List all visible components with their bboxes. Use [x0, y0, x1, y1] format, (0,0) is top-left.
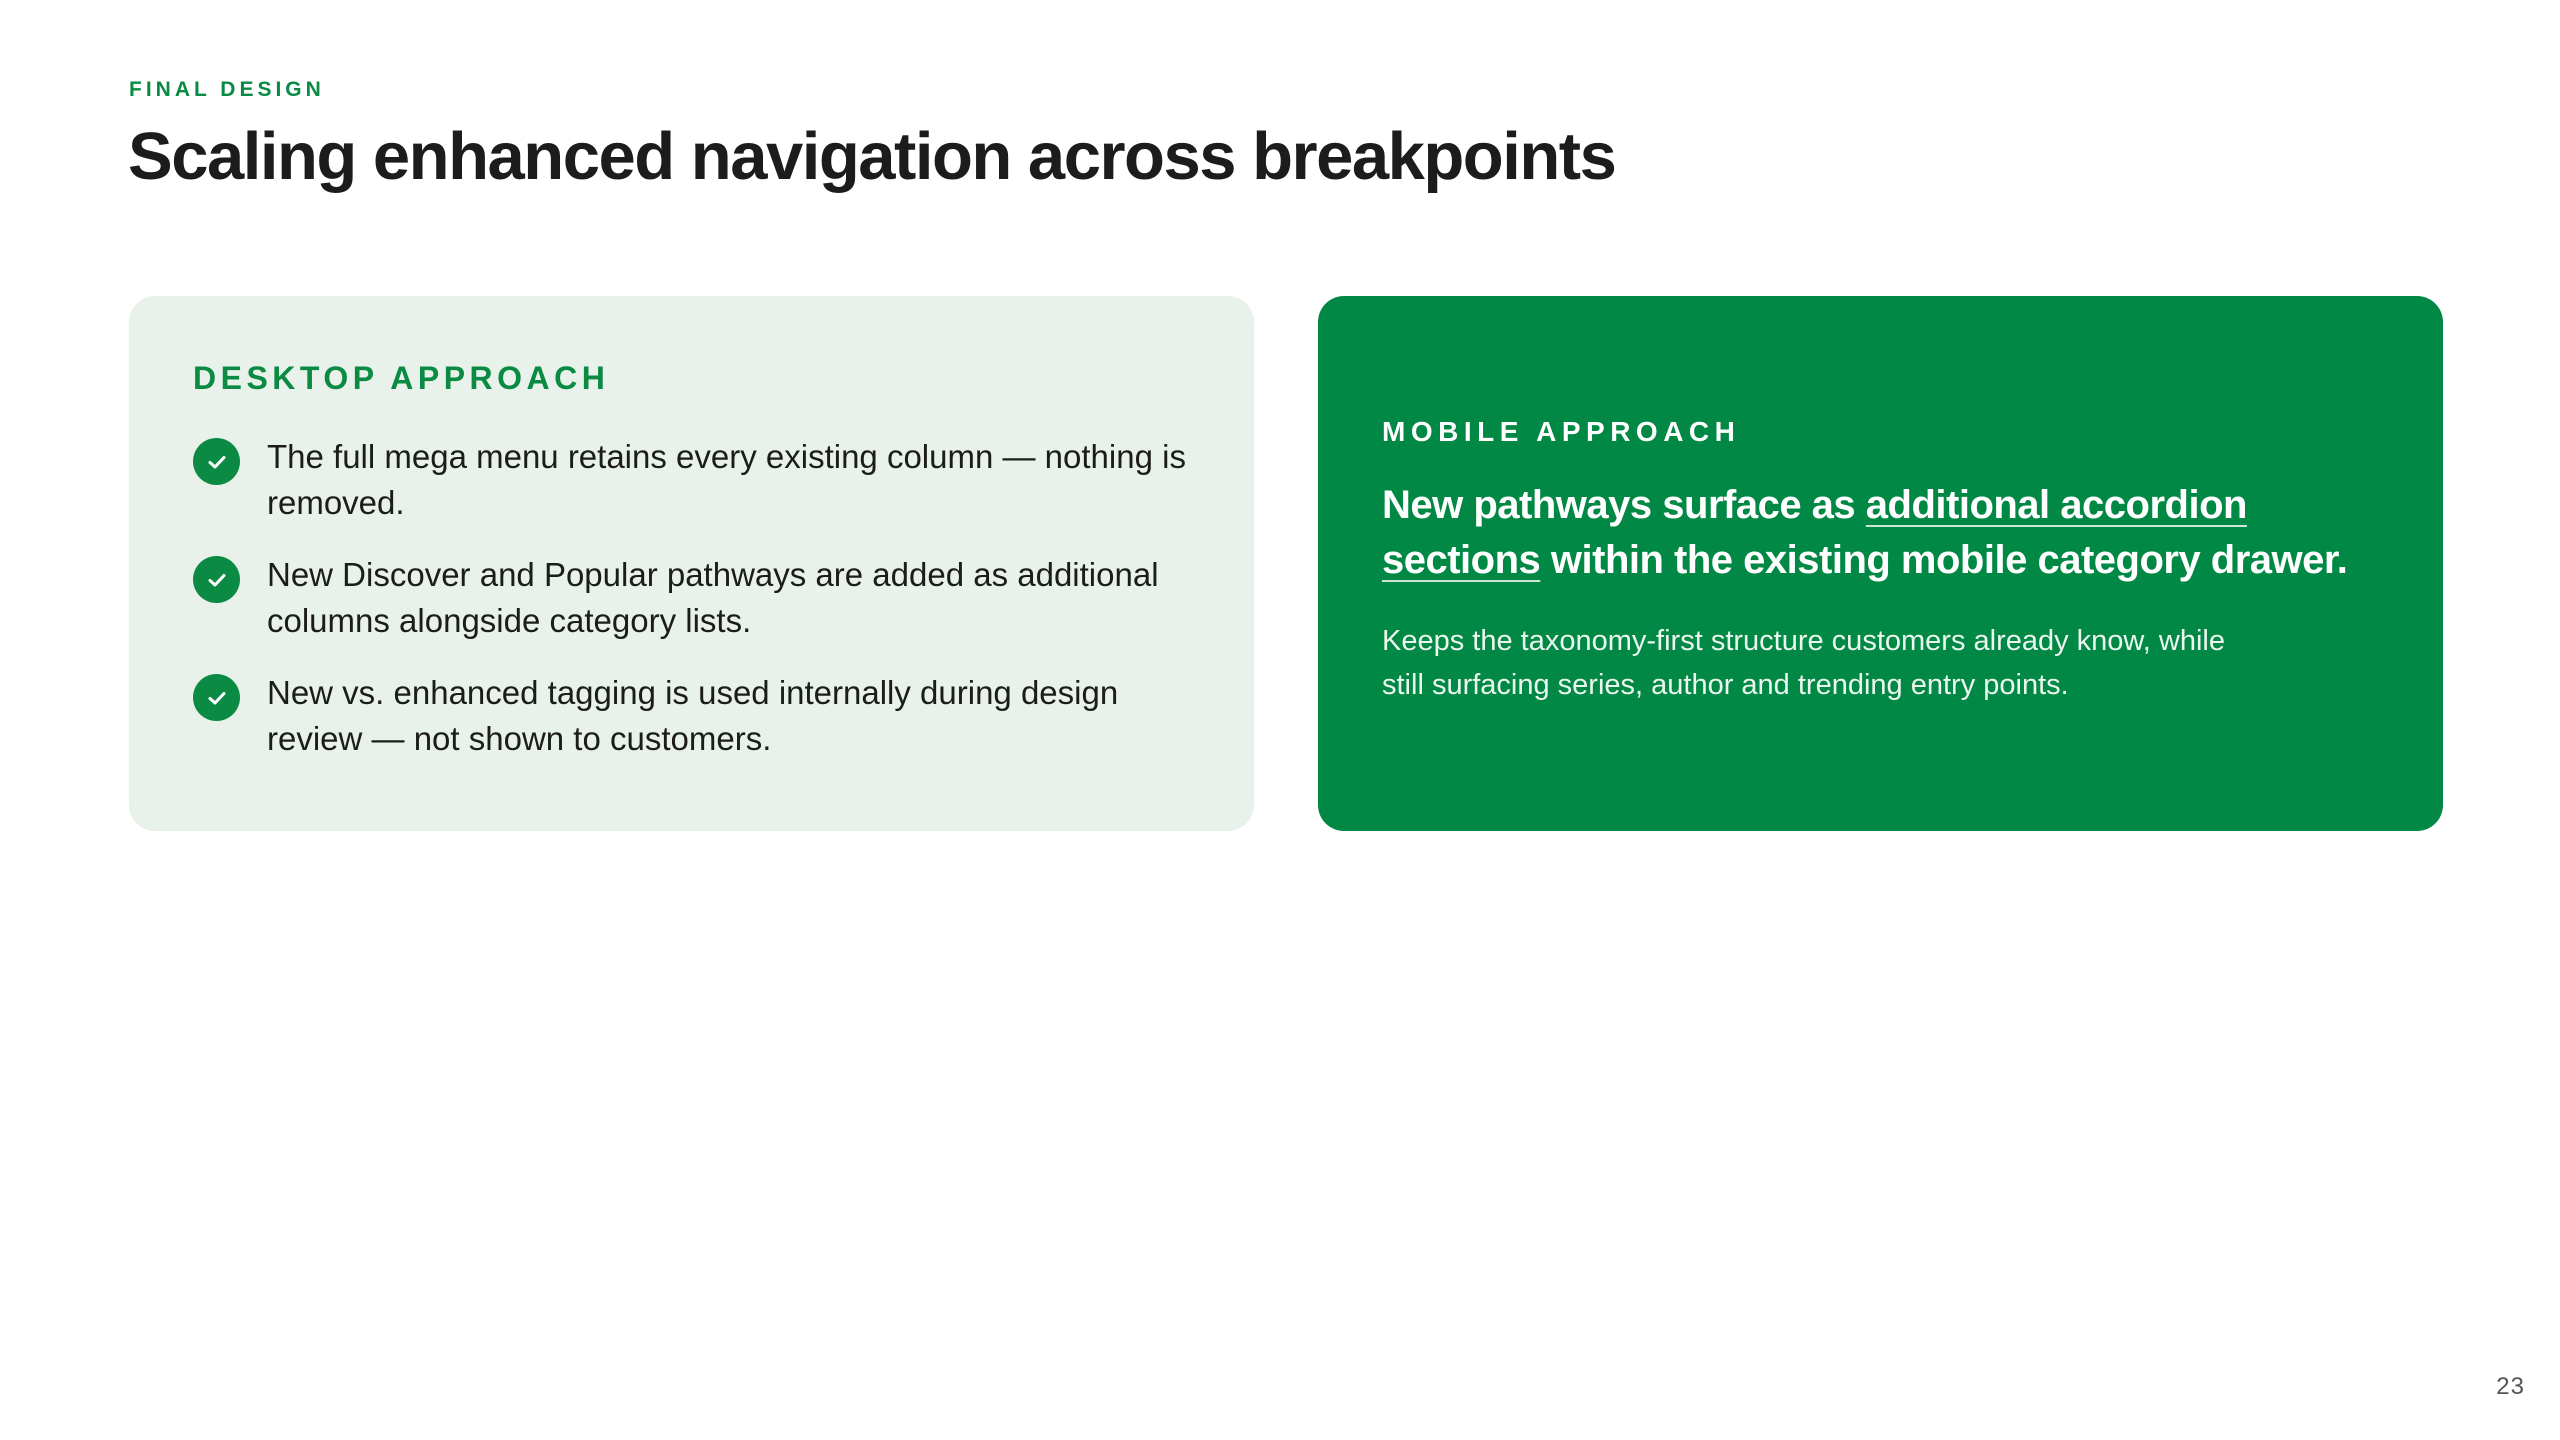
headline-text: New pathways surface as — [1382, 483, 1866, 527]
headline-text: within the existing mobile category drawer. — [1540, 538, 2348, 582]
check-circle-icon — [193, 674, 240, 721]
mobile-approach-card — [1318, 296, 2443, 831]
bullet-text: New vs. enhanced tagging is used internally during design review — not shown to customers. — [267, 674, 1119, 757]
list-item — [193, 434, 1193, 526]
check-circle-icon — [193, 556, 240, 603]
eyebrow-label: FINAL DESIGN — [129, 78, 325, 101]
desktop-approach-card — [129, 296, 1254, 831]
list-item — [193, 670, 1193, 762]
mobile-approach-headline — [1382, 478, 2392, 588]
desktop-approach-label: DESKTOP APPROACH — [193, 360, 610, 396]
bullet-text: The full mega menu retains every existing column — nothing is removed. — [267, 438, 1186, 521]
check-circle-icon — [193, 438, 240, 485]
mobile-approach-body: Keeps the taxonomy-first structure customers already know, while still surfacing series, author and trending entry points. — [1382, 625, 2225, 701]
bullet-text: New Discover and Popular pathways are added as additional columns alongside category lists. — [267, 556, 1159, 639]
headline-highlight: additional accordion sections — [1382, 483, 2247, 582]
mobile-approach-label: MOBILE APPROACH — [1382, 416, 1741, 447]
page-title: Scaling enhanced navigation across breakpoints — [128, 119, 1616, 194]
desktop-approach-list — [193, 434, 1193, 788]
list-item — [193, 552, 1193, 644]
page-number: 23 — [2496, 1373, 2525, 1400]
